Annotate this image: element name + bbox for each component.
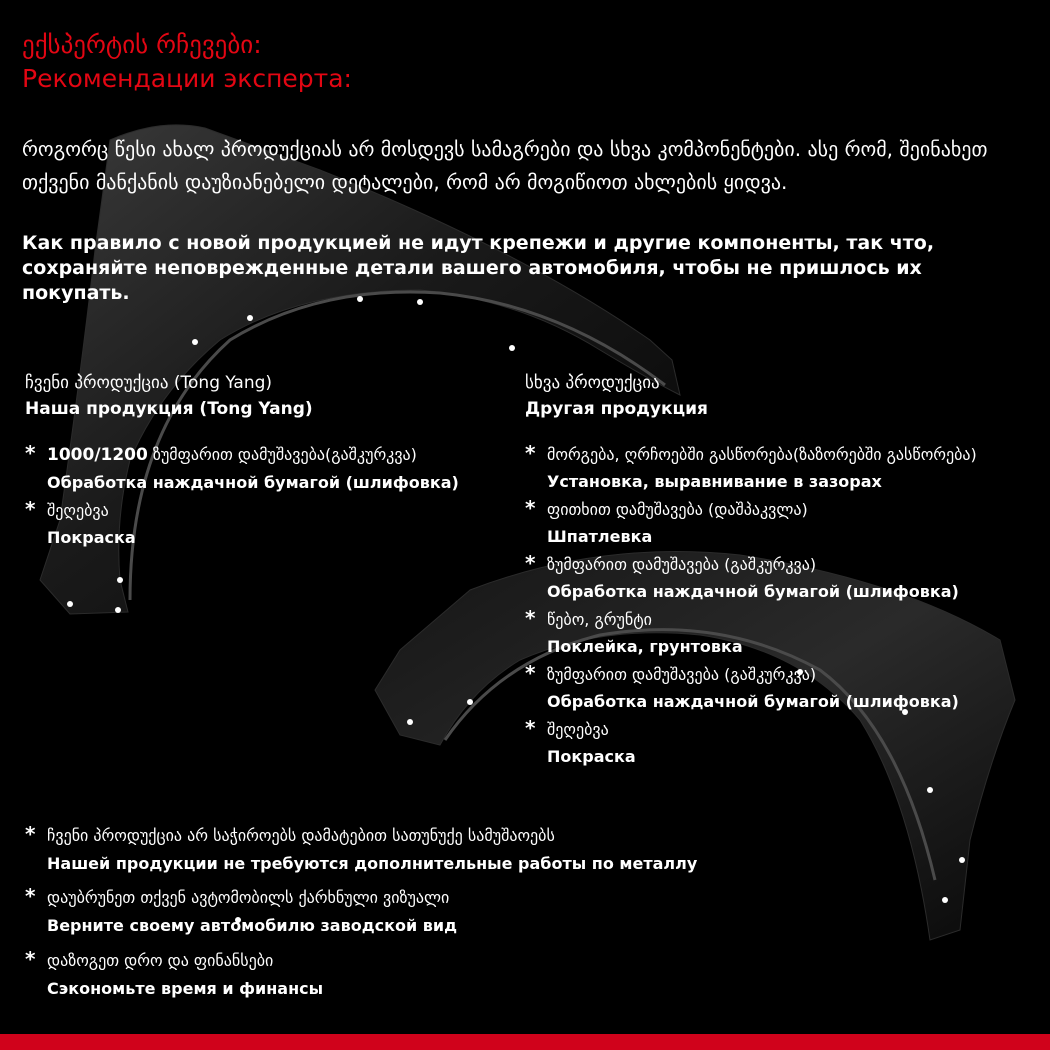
our-step-1-georgian: ზუმფარით დამუშავება(გაშკურკვა): [147, 445, 417, 464]
bullet-star: *: [525, 661, 536, 685]
footer-red-bar: [0, 1034, 1050, 1050]
other-step-5-russian: Обработка наждачной бумагой (шлифовка): [547, 692, 959, 711]
other-step-3-russian: Обработка наждачной бумагой (шлифовка): [547, 582, 959, 601]
other-step-6: [525, 715, 977, 770]
bullet-star: *: [525, 716, 536, 740]
other-step-3: [525, 550, 977, 605]
other-step-4: [525, 605, 977, 660]
other-step-2: [525, 495, 977, 550]
benefit-1-russian: Нашей продукции не требуются дополнительные работы по металлу: [47, 854, 698, 873]
our-step-1: [25, 440, 459, 496]
bullet-star: *: [525, 441, 536, 465]
other-step-6-georgian: შეღებვა: [547, 720, 609, 739]
other-step-3-georgian: ზუმფარით დამუშავება (გაშკურკვა): [547, 555, 817, 574]
other-step-1: [525, 440, 977, 495]
benefit-3-russian: Сэкономьте время и финансы: [47, 979, 324, 998]
benefit-1-georgian: ჩვენი პროდუქცია არ საჭიროებს დამატებით სათუნუქე სამუშაოებს: [47, 826, 555, 845]
other-product-heading-georgian: სხვა პროდუქცია: [525, 373, 660, 393]
our-product-heading: [25, 370, 313, 422]
benefit-2: [25, 882, 457, 940]
bullet-star: *: [525, 606, 536, 630]
bullet-star: *: [25, 441, 36, 465]
page-title-georgian: ექსპერტის რჩევები:: [22, 30, 262, 59]
our-step-2-russian: Покраска: [47, 528, 136, 547]
benefit-2-georgian: დაუბრუნეთ თქვენ ავტომობილს ქარხნული ვიზუალი: [47, 888, 450, 907]
other-step-4-russian: Поклейка, грунтовка: [547, 637, 743, 656]
other-product-heading: [525, 370, 708, 422]
page-title-russian: Рекомендации эксперта:: [22, 64, 352, 93]
bullet-star: *: [25, 947, 36, 971]
other-step-1-georgian: მორგება, ღრჩოებში გასწორება(ზაზორებში გასწორება): [547, 445, 977, 464]
intro-text-russian: Как правило с новой продукцией не идут крепежи и другие компоненты, так что, сохраняйте неповрежденные детали вашего автомобиля, чтобы не пришлось их покупать.: [22, 232, 935, 304]
our-product-steps: [25, 440, 459, 551]
bullet-star: *: [25, 822, 36, 846]
other-step-1-russian: Установка, выравнивание в зазорах: [547, 472, 882, 491]
bullet-star: *: [525, 551, 536, 575]
other-step-2-georgian: ფითხით დამუშავება (დაშპაკვლა): [547, 500, 808, 519]
benefit-3-georgian: დაზოგეთ დრო და ფინანსები: [47, 951, 274, 970]
benefit-1: [25, 820, 697, 878]
our-step-2: [25, 496, 459, 551]
our-step-1-russian: Обработка наждачной бумагой (шлифовка): [47, 473, 459, 492]
other-step-5-georgian: ზუმფარით დამუშავება (გაშკურკვა): [547, 665, 817, 684]
intro-text-georgian: როგორც წესი ახალ პროდუქციას არ მოსდევს სამაგრები და სხვა კომპონენტები. ასე რომ, შეინახეთ თქვენი მანქანის დაუზიანებელი დეტალები, რომ არ მოგიწიოთ ახლების ყიდვა.: [22, 137, 988, 194]
our-product-heading-georgian: ჩვენი პროდუქცია (Tong Yang): [25, 373, 273, 393]
our-step-2-georgian: შეღებვა: [47, 501, 109, 520]
benefit-3: [25, 945, 323, 1003]
other-product-heading-russian: Другая продукция: [525, 399, 708, 419]
other-step-4-georgian: წებო, გრუნტი: [547, 610, 652, 629]
benefit-2-russian: Верните своему автомобилю заводской вид: [47, 916, 457, 935]
other-step-5: [525, 660, 977, 715]
our-product-heading-russian: Наша продукция (Tong Yang): [25, 399, 313, 419]
bullet-star: *: [25, 884, 36, 908]
bullet-star: *: [525, 496, 536, 520]
other-step-2-russian: Шпатлевка: [547, 527, 653, 546]
bullet-star: *: [25, 497, 36, 521]
other-product-steps: [525, 440, 977, 770]
other-step-6-russian: Покраска: [547, 747, 636, 766]
our-step-1-grit: 1000/1200: [47, 445, 148, 465]
